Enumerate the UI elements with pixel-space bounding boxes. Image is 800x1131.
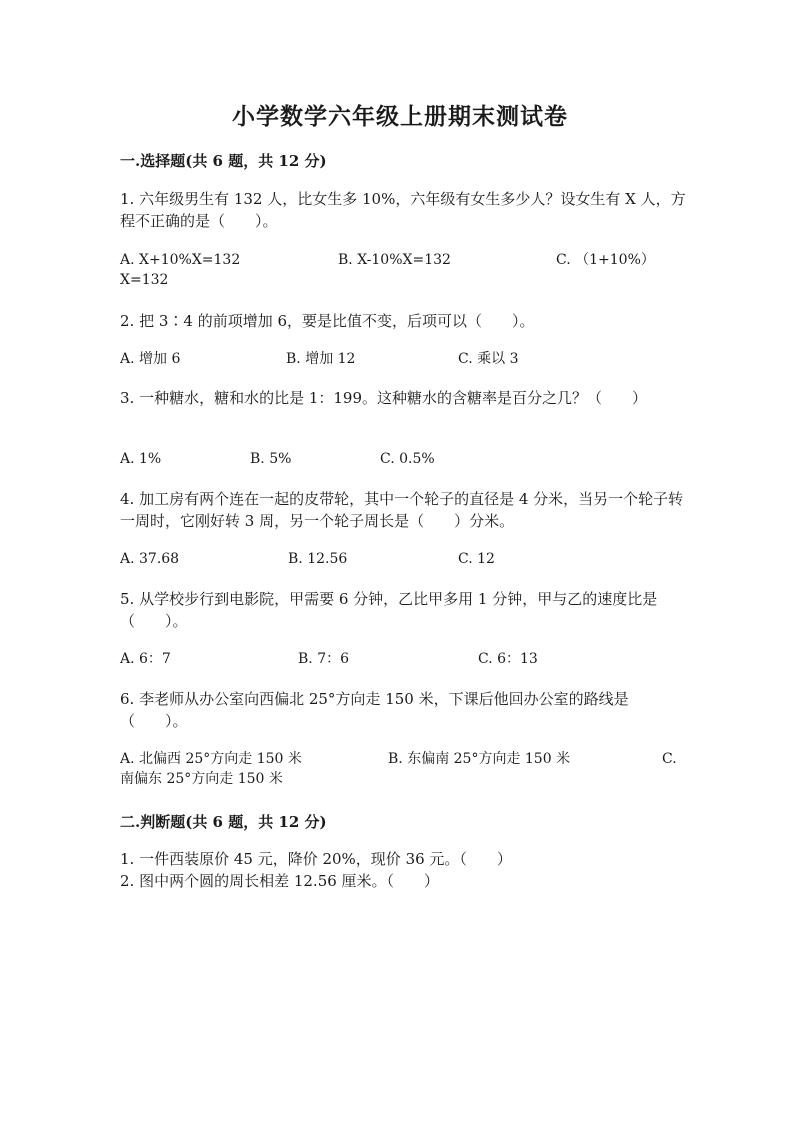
question-5-option-b: B. 7：6 [298,651,350,667]
question-4-option-b: B. 12.56 [288,551,348,567]
question-1-option-a: A. X+10%X=132 [120,252,241,268]
question-5: 5. 从学校步行到电影院，甲需要 6 分钟，乙比甲多用 1 分钟，甲与乙的速度比是（ ）。 [120,590,658,630]
question-5-option-a: A. 6：7 [120,651,171,667]
question-2: 2. 把 3∶4 的前项增加 6，要是比值不变，后项可以（ ）。 [120,312,535,330]
question-5-option-c: C. 6：13 [478,651,538,667]
judgment-2: 2. 图中两个圆的周长相差 12.56 厘米。（ ） [120,872,440,890]
question-2-option-a: A. 增加 6 [120,351,181,367]
section-heading-judgment: 二.判断题(共 6 题，共 12 分) [120,813,327,831]
question-1-option-b: B. X-10%X=132 [338,252,451,268]
question-3-option-b: B. 5% [250,451,292,467]
question-3: 3. 一种糖水，糖和水的比是 1：199。这种糖水的含糖率是百分之几？（ ） [120,389,648,407]
page-title: 小学数学六年级上册期末测试卷 [232,103,568,130]
question-4-option-a: A. 37.68 [120,551,180,567]
section-heading-choice: 一.选择题(共 6 题，共 12 分) [120,152,327,170]
question-6-option-b: B. 东偏南 25°方向走 150 米 [388,751,571,767]
judgment-1: 1. 一件西装原价 45 元，降价 20%，现价 36 元。（ ） [120,850,512,868]
question-3-option-a: A. 1% [120,451,162,467]
question-1: 1. 六年级男生有 132 人，比女生多 10%，六年级有女生多少人？设女生有 X 人，方程不正确的是（ ）。 [120,190,686,230]
question-1-option-c: C. （1+10%）X=132 [120,252,655,288]
question-4: 4. 加工房有两个连在一起的皮带轮，其中一个轮子的直径是 4 分米，当另一个轮子转一周时，它刚好转 3 周，另一个轮子周长是（ ）分米。 [120,490,684,530]
question-4-option-c: C. 12 [458,551,495,567]
question-6-option-a: A. 北偏西 25°方向走 150 米 [120,751,302,767]
question-2-option-b: B. 增加 12 [286,351,356,367]
question-6-option-c: C. 南偏东 25°方向走 150 米 [120,751,677,787]
question-3-option-c: C. 0.5% [380,451,435,467]
question-2-option-c: C. 乘以 3 [458,351,519,367]
question-6: 6. 李老师从办公室向西偏北 25°方向走 150 米，下课后他回办公室的路线是（ ）。 [120,690,629,730]
